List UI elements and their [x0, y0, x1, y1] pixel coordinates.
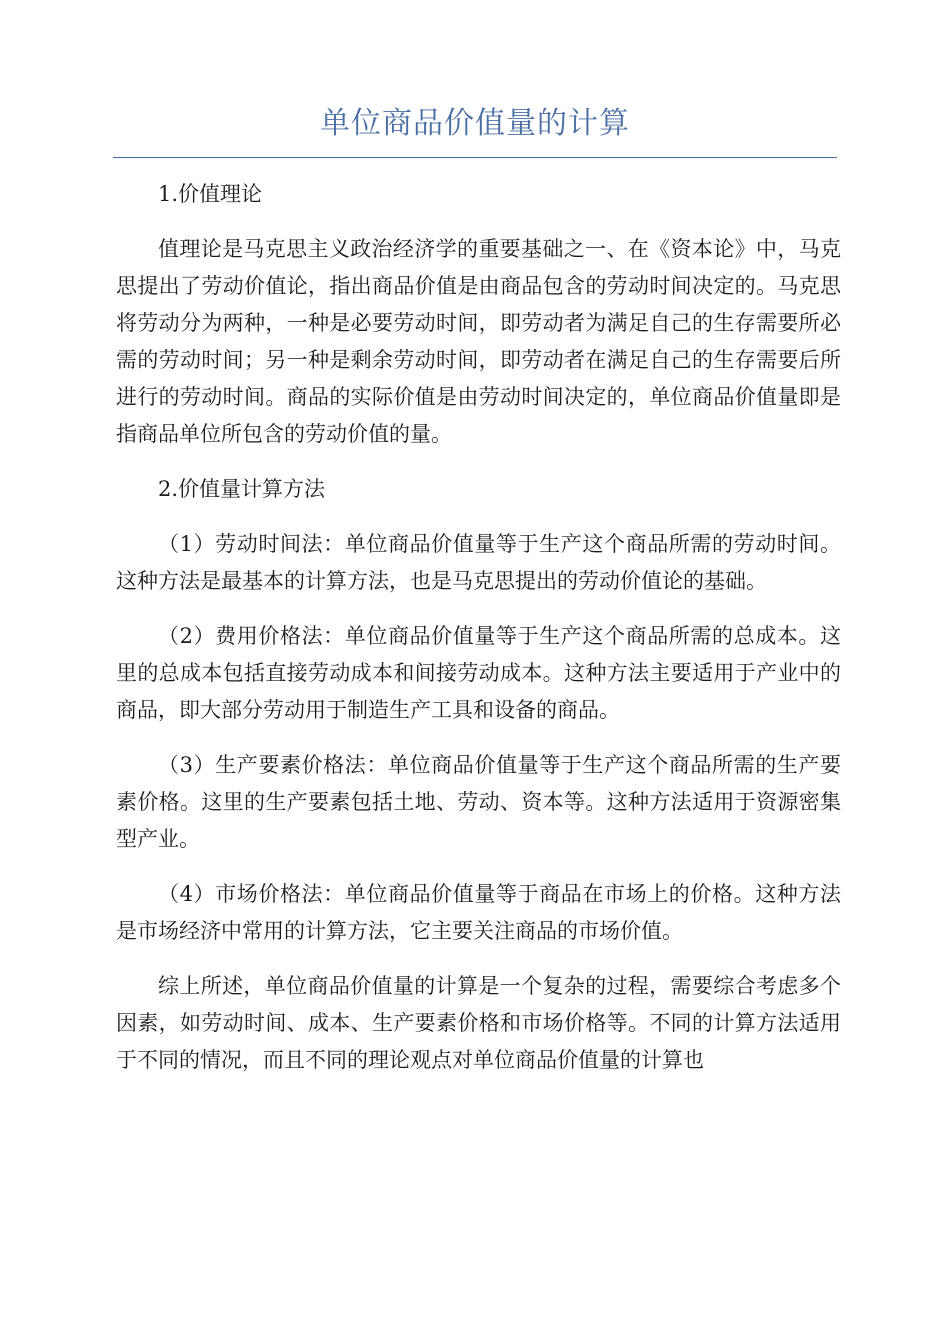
document-body [116, 176, 841, 1097]
paragraph-cost-price-method: （2）费用价格法：单位商品价值量等于生产这个商品所需的总成本。这里的总成本包括直接劳动成本和间接劳动成本。这种方法主要适用于产业中的商品，即大部分劳动用于制造生产工具和设备的商品。 [116, 624, 841, 722]
section-heading-value-theory: 1.价值理论 [158, 182, 263, 206]
section-heading-calculation-methods: 2.价值量计算方法 [158, 477, 326, 501]
paragraph-summary: 综上所述，单位商品价值量的计算是一个复杂的过程，需要综合考虑多个因素，如劳动时间、成本、生产要素价格和市场价格等。不同的计算方法适用于不同的情况，而且不同的理论观点对单位商品价值量的计算也 [116, 974, 841, 1072]
paragraph-value-theory: 值理论是马克思主义政治经济学的重要基础之一、在《资本论》中，马克思提出了劳动价值论，指出商品价值是由商品包含的劳动时间决定的。马克思将劳动分为两种，一种是必要劳动时间，即劳动者为满足自己的生存需要所必需的劳动时间；另一种是剩余劳动时间，即劳动者在满足自己的生存需要后所进行的劳动时间。商品的实际价值是由劳动时间决定的，单位商品价值量即是指商品单位所包含的劳动价值的量。 [116, 237, 841, 446]
paragraph-market-price-method: （4）市场价格法：单位商品价值量等于商品在市场上的价格。这种方法是市场经济中常用的计算方法，它主要关注商品的市场价值。 [116, 882, 841, 943]
page-title: 单位商品价值量的计算 [320, 106, 630, 141]
paragraph-factor-price-method: （3）生产要素价格法：单位商品价值量等于生产这个商品所需的生产要素价格。这里的生产要素包括土地、劳动、资本等。这种方法适用于资源密集型产业。 [116, 753, 841, 851]
paragraph-labor-time-method: （1）劳动时间法：单位商品价值量等于生产这个商品所需的劳动时间。这种方法是最基本的计算方法，也是马克思提出的劳动价值论的基础。 [116, 532, 841, 593]
title-divider [113, 157, 837, 158]
